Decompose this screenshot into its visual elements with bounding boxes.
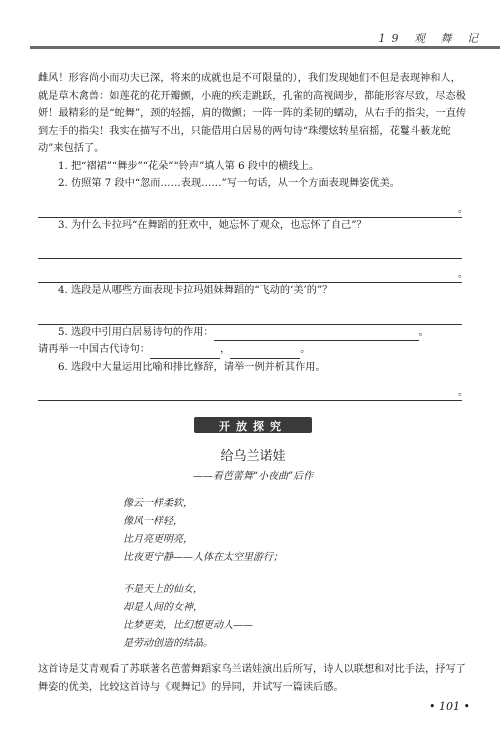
answer-line-2[interactable]: [38, 193, 468, 217]
page-content: [38, 70, 468, 696]
period-mark: 。: [300, 344, 311, 355]
period-mark: 。: [458, 387, 468, 398]
question-5-prompt: 5. 选段中引用白居易诗句的作用：: [58, 326, 214, 338]
poem-line: 像云一样柔软，: [123, 498, 193, 509]
answer-underline: [38, 264, 462, 283]
poem-title: 给乌兰诺娃: [220, 449, 286, 464]
question-4: 4. 选段是从哪些方面表现卡拉玛姐妹舞蹈的“飞动的‘美’的”？: [58, 285, 333, 296]
poem-line: 却是人间的女神，: [123, 602, 203, 613]
poem-line: 不是天上的仙女，: [123, 584, 203, 595]
answer-line-3b[interactable]: [38, 258, 468, 282]
chapter-title: 19 观 舞 记: [378, 32, 484, 45]
answer-line-3a[interactable]: [38, 234, 468, 258]
question-3: 3. 为什么卡拉玛“在舞蹈的狂欢中，她忘怀了观众，也忘怀了自己”？: [58, 219, 367, 231]
period-mark: 。: [418, 326, 429, 338]
question-1: 1. 把“褶裙”“舞步”“花朵”“铃声”填人第 6 段中的横线上。: [58, 160, 320, 172]
question-5: [38, 324, 468, 342]
answer-line-4[interactable]: [38, 300, 468, 324]
page-header: [0, 0, 500, 60]
answer-blank-5c[interactable]: [230, 346, 300, 359]
excerpt-paragraph: 雌风！形容尚小而功夫已深，将来的成就也是不可限量的），我们发现她们不但是表现神和人，就是草木禽兽：如莲花的花开瓣颤，小鹿的疾走跳跃，孔雀的高视阔步，都能形容尽致，尽态极妍！最精彩的是“蛇舞”，颈的轻摇，肩的微颤；一阵一阵的柔韧的蠕动，从右手的指尖，一直传到左手的指尖！我实在描写不出，只能借用白居易的两句诗“珠缨炫转星宿摇，花鬘斗薮龙蛇动”来包括了。: [38, 73, 467, 154]
poem-line: 比月亮更明亮，: [123, 534, 193, 545]
poem-line: 比梦更美，比幻想更动人——: [123, 620, 253, 631]
section-banner: [194, 414, 312, 436]
answer-underline: [38, 199, 462, 218]
poem-line: 像风一样轻，: [123, 516, 183, 527]
answer-blank-5a[interactable]: [214, 328, 419, 341]
stanza-gap: [123, 567, 468, 581]
period-mark: 。: [458, 203, 468, 215]
answer-line-6[interactable]: [38, 376, 468, 400]
poem-body: [123, 495, 468, 653]
section-label: 开放探究: [219, 420, 287, 433]
question-2: 2. 仿照第 7 段中“忽而……表现……”写一句话，从一个方面表现舞姿优美。: [58, 178, 400, 189]
poem-line: 是劳动创造的结晶。: [123, 638, 213, 649]
answer-blank-5b[interactable]: [150, 346, 220, 359]
poem-subtitle: ——看芭蕾舞“小夜曲”后作: [192, 470, 314, 482]
answer-underline: [38, 382, 462, 401]
question-5-cont-prompt: 请再举一中国古代诗句：: [38, 344, 151, 355]
answer-underline: [38, 306, 462, 325]
page-number: • 101 •: [429, 700, 470, 713]
header-rule: [30, 46, 500, 49]
period-mark: 。: [458, 269, 468, 280]
answer-underline: [38, 240, 462, 259]
poem-line: 比夜更宁静——人体在太空里游行；: [123, 552, 283, 563]
closing-paragraph: 这首诗是艾青观看了苏联著名芭蕾舞蹈家乌兰诺娃演出后所写，诗人以联想和对比手法，抒写了舞姿的优美，比较这首诗与《观舞记》的异同，并试写一篇读后感。: [38, 664, 466, 693]
question-6: 6. 选段中大量运用比喻和排比修辞，请举一例并析其作用。: [58, 361, 326, 373]
question-5-continued: 请再举一中国古代诗句： ， 。: [38, 341, 468, 359]
